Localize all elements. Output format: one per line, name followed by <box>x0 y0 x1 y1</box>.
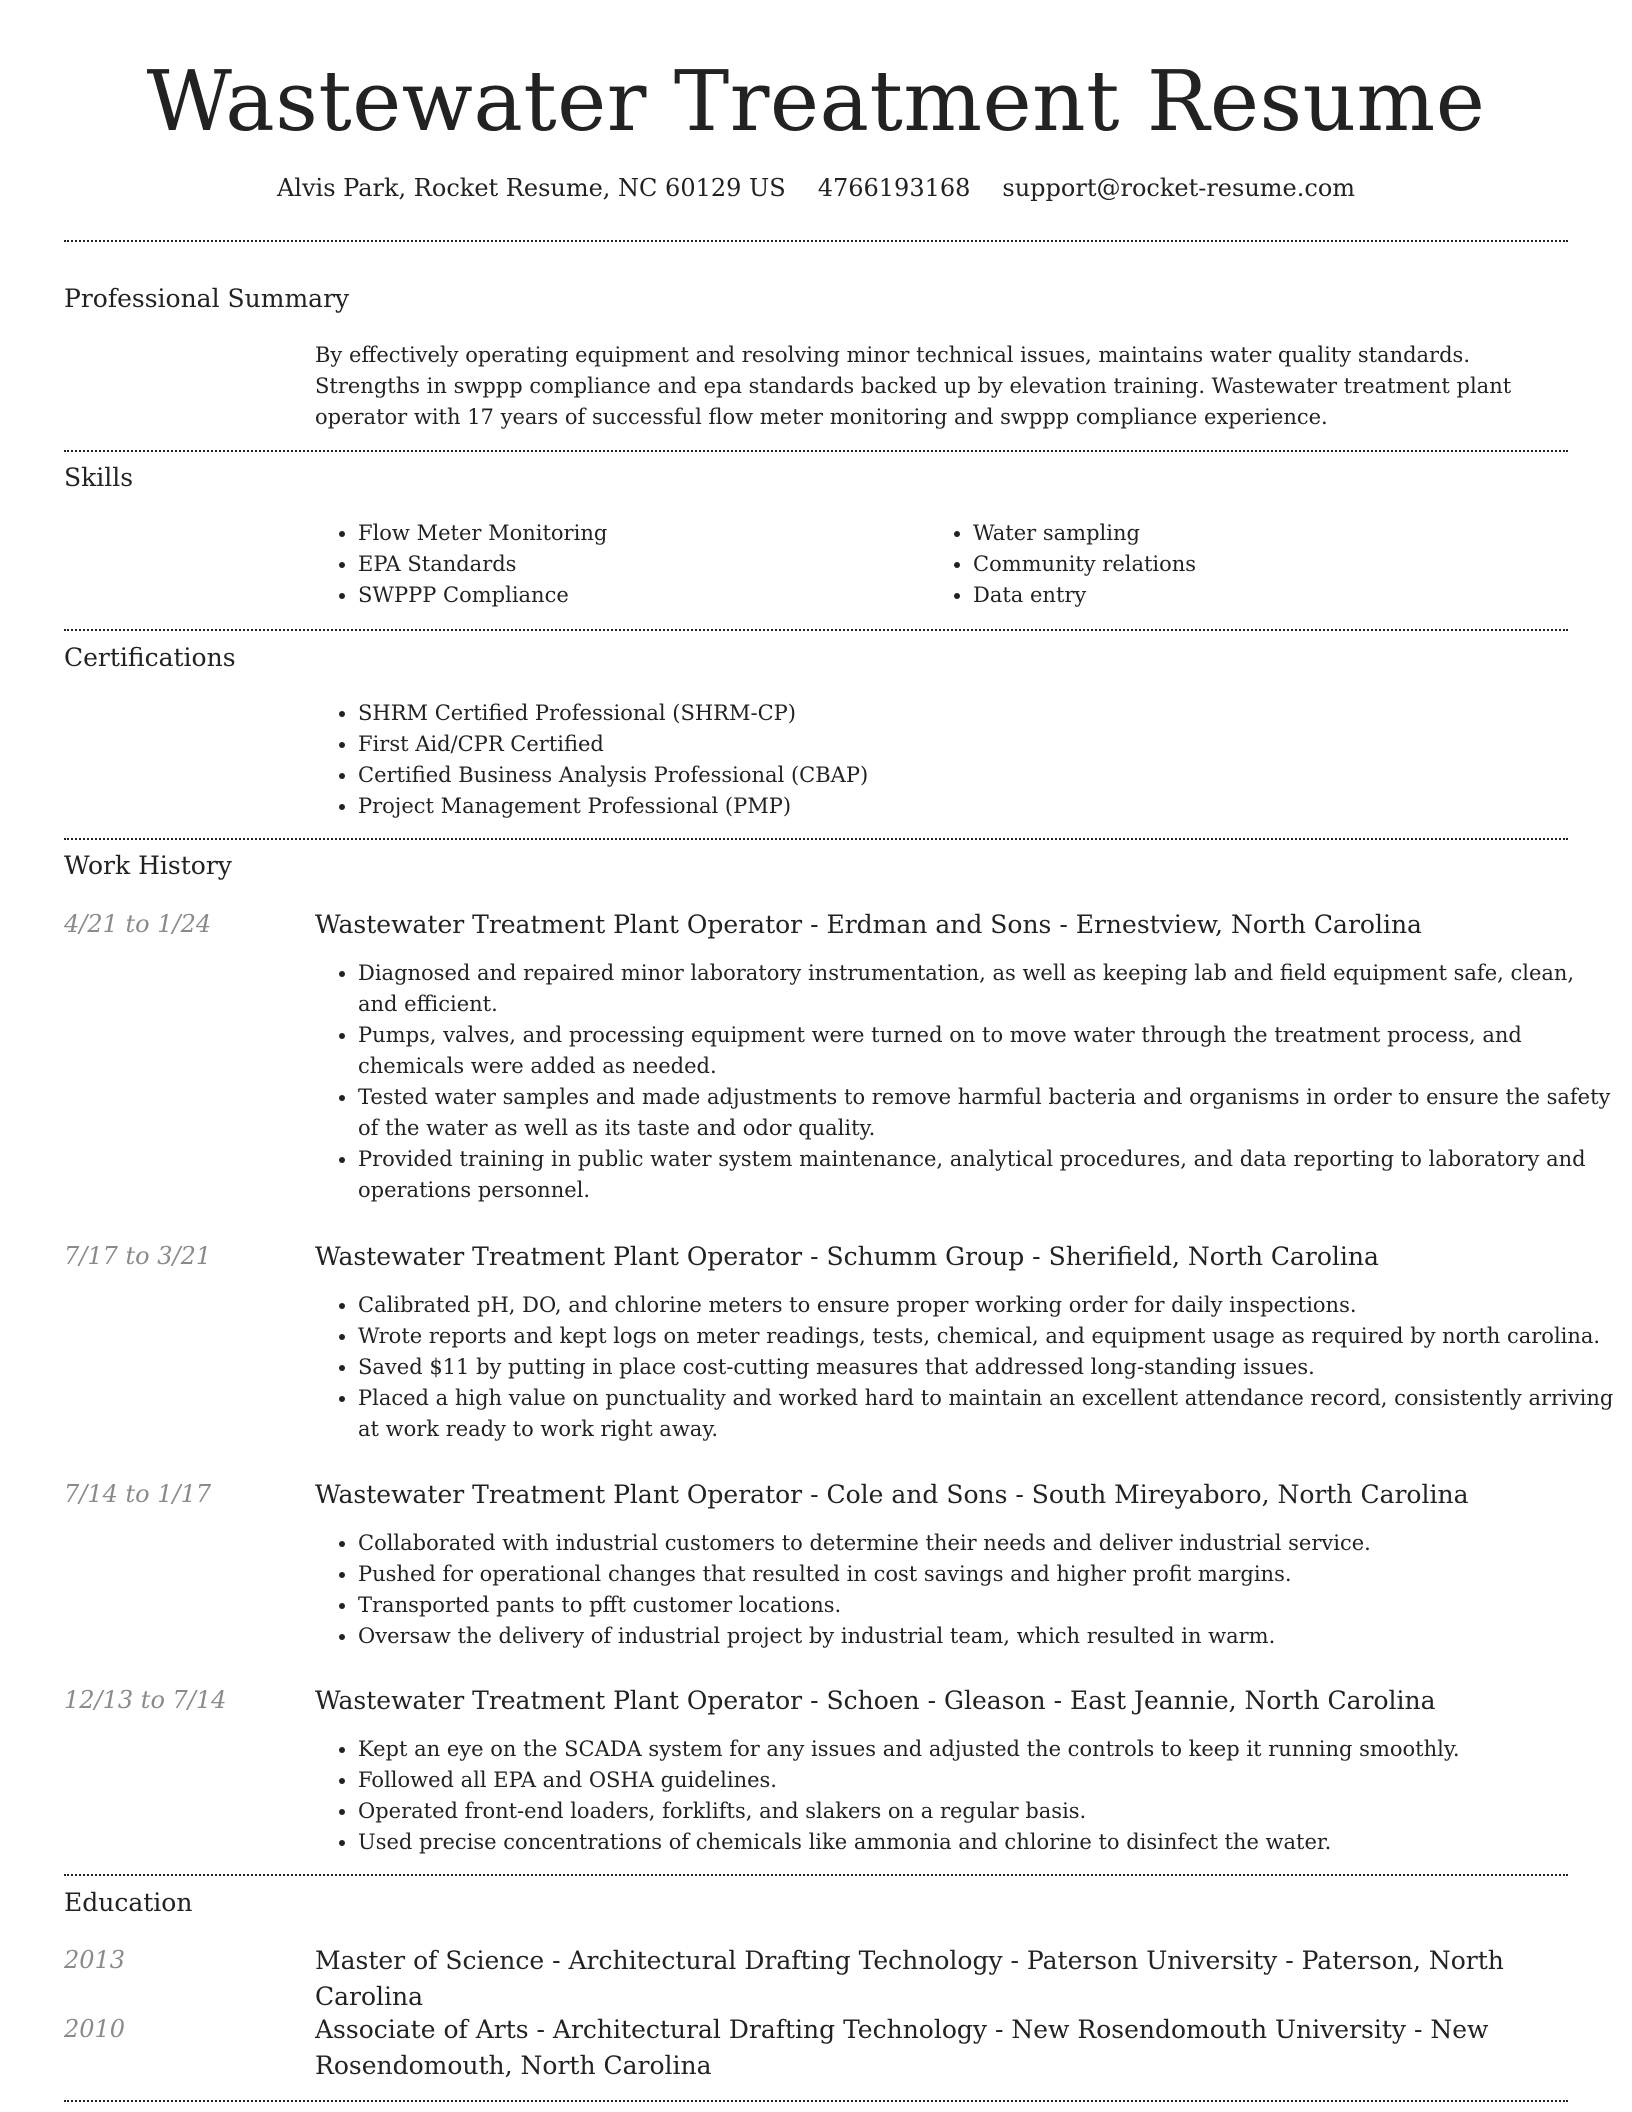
divider <box>64 2100 1568 2102</box>
job-dates: 7/17 to 3/21 <box>64 1242 212 1270</box>
job-bullet: • Placed a high value on punctuality and worked hard to maintain an excellent attendance record, consistently arriving at work ready to work right away. <box>358 1383 1618 1445</box>
divider <box>64 838 1568 840</box>
job-dates: 7/14 to 1/17 <box>64 1480 212 1508</box>
education-title: Master of Science - Architectural Drafting Technology - Paterson University - Paterson, North Carolina <box>315 1946 1504 2011</box>
divider <box>64 240 1568 242</box>
education-year: 2010 <box>64 2015 126 2043</box>
job-title: Wastewater Treatment Plant Operator - Schoen - Gleason - East Jeannie, North Carolina <box>315 1686 1436 1715</box>
job-bullet: • Collaborated with industrial customers to determine their needs and deliver industrial service. <box>358 1528 1618 1559</box>
job-bullets <box>314 1734 1618 1858</box>
skill-item: • Data entry <box>973 580 1573 611</box>
job-title: Wastewater Treatment Plant Operator - Cole and Sons - South Mireyaboro, North Carolina <box>315 1480 1469 1509</box>
job-dates: 12/13 to 7/14 <box>64 1686 227 1714</box>
section-title-education: Education <box>64 1888 193 1917</box>
skill-item: • SWPPP Compliance <box>358 580 918 611</box>
job-bullet: • Pushed for operational changes that resulted in cost savings and higher profit margins. <box>358 1559 1618 1590</box>
job-bullet: • Diagnosed and repaired minor laboratory instrumentation, as well as keeping lab and field equipment safe, clean, and efficient. <box>358 958 1618 1020</box>
section-title-work-history: Work History <box>64 851 232 880</box>
job-title: Wastewater Treatment Plant Operator - Schumm Group - Sherifield, North Carolina <box>315 1242 1379 1271</box>
skill-item: • Water sampling <box>973 518 1573 549</box>
job-bullet: • Wrote reports and kept logs on meter readings, tests, chemical, and equipment usage as required by north carolina. <box>358 1321 1618 1352</box>
job-bullet: • Kept an eye on the SCADA system for any issues and adjusted the controls to keep it running smoothly. <box>358 1734 1618 1765</box>
certification-item: • Certified Business Analysis Professional (CBAP) <box>358 760 1608 791</box>
job-bullet: • Operated front-end loaders, forklifts, and slakers on a regular basis. <box>358 1796 1618 1827</box>
skill-item: • EPA Standards <box>358 549 918 580</box>
section-title-summary: Professional Summary <box>64 284 350 313</box>
certification-item: • Project Management Professional (PMP) <box>358 791 1608 822</box>
contact-phone: 4766193168 <box>817 174 971 202</box>
job-bullet: • Used precise concentrations of chemicals like ammonia and chlorine to disinfect the water. <box>358 1827 1618 1858</box>
contact-email: support@rocket-resume.com <box>1002 174 1356 202</box>
job-bullet: • Oversaw the delivery of industrial project by industrial team, which resulted in warm. <box>358 1621 1618 1652</box>
education-title: Associate of Arts - Architectural Drafting Technology - New Rosendomouth University - New Rosendomouth, North Carolina <box>315 2015 1489 2080</box>
job-dates: 4/21 to 1/24 <box>64 910 212 938</box>
section-title-skills: Skills <box>64 463 134 492</box>
divider <box>64 1874 1568 1876</box>
divider <box>64 450 1568 452</box>
skills-list-right <box>929 518 1573 611</box>
section-title-certifications: Certifications <box>64 643 236 672</box>
contact-line <box>0 174 1632 202</box>
job-title: Wastewater Treatment Plant Operator - Erdman and Sons - Ernestview, North Carolina <box>315 910 1422 939</box>
divider <box>64 629 1568 631</box>
skills-list-left <box>314 518 918 611</box>
resume-title: Wastewater Treatment Resume <box>146 53 1486 150</box>
job-bullet: • Saved $11 by putting in place cost-cutting measures that addressed long-standing issues. <box>358 1352 1618 1383</box>
job-bullets <box>314 958 1618 1206</box>
job-bullet: • Calibrated pH, DO, and chlorine meters to ensure proper working order for daily inspections. <box>358 1290 1618 1321</box>
job-bullet: • Followed all EPA and OSHA guidelines. <box>358 1765 1618 1796</box>
job-bullet: • Pumps, valves, and processing equipment were turned on to move water through the treatment process, and chemicals were added as needed. <box>358 1020 1618 1082</box>
contact-address: Alvis Park, Rocket Resume, NC 60129 US <box>276 174 786 202</box>
job-bullets <box>314 1528 1618 1652</box>
job-bullet: • Transported pants to pfft customer locations. <box>358 1590 1618 1621</box>
skill-item: • Community relations <box>973 549 1573 580</box>
job-bullet: • Tested water samples and made adjustments to remove harmful bacteria and organisms in order to ensure the safety of the water as well as its taste and odor quality. <box>358 1082 1618 1144</box>
summary-text: By effectively operating equipment and resolving minor technical issues, maintains water quality standards. Strengths in swppp compliance and epa standards backed up by elevation training. Wastewater treatment plant operator with 17 years of successful flow meter monitoring and swppp compliance experience. <box>315 343 1512 429</box>
skill-item: • Flow Meter Monitoring <box>358 518 918 549</box>
certification-item: • SHRM Certified Professional (SHRM-CP) <box>358 698 1608 729</box>
certifications-list <box>314 698 1608 822</box>
certification-item: • First Aid/CPR Certified <box>358 729 1608 760</box>
job-bullet: • Provided training in public water system maintenance, analytical procedures, and data reporting to laboratory and operations personnel. <box>358 1144 1618 1206</box>
job-bullets <box>314 1290 1618 1445</box>
education-year: 2013 <box>64 1946 126 1974</box>
